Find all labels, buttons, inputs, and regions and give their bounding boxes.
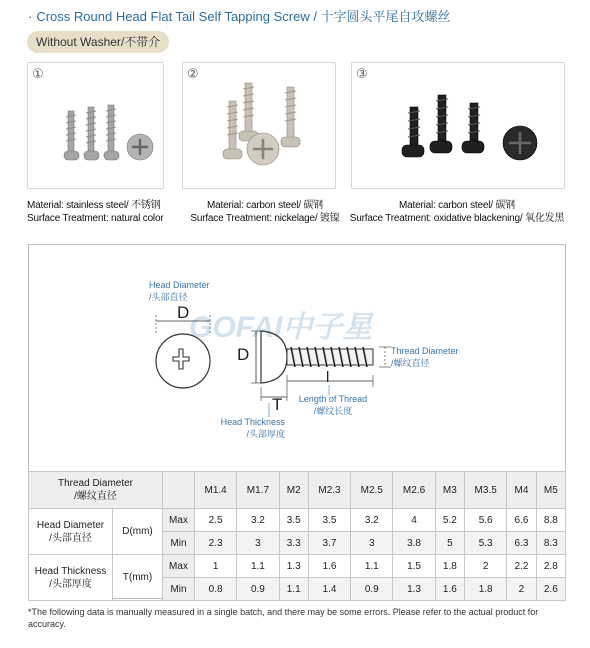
max-label: Max	[163, 509, 195, 532]
stainless-screws-image	[28, 63, 165, 190]
value-cell: 1.8	[465, 578, 507, 601]
head-diameter-en: Head Diameter	[149, 280, 210, 290]
length-cn: /螺纹长度	[313, 406, 353, 416]
blank-cell	[163, 472, 195, 509]
watermark: GOFAI中子星	[189, 311, 373, 344]
dimension-table	[28, 471, 566, 601]
variant-card-1	[27, 62, 164, 189]
value-cell: 4	[393, 509, 435, 532]
size-cell: M4	[507, 472, 536, 509]
thread-diameter-header	[29, 472, 163, 509]
max-label: Max	[163, 555, 195, 578]
value-cell: 3	[237, 532, 279, 555]
value-cell: 2	[465, 555, 507, 578]
ht-unit: T(mm)	[113, 555, 163, 601]
value-cell: 3.5	[308, 509, 350, 532]
material-text: Material: stainless steel/ 不锈钢	[27, 200, 161, 211]
treatment-text: Surface Treatment: oxidative blackening/ 氧化发黑	[349, 213, 565, 224]
value-cell: 2.2	[507, 555, 536, 578]
value-cell: 2	[507, 578, 536, 601]
variant-card-2	[182, 62, 336, 189]
dim-d-top: D	[177, 303, 190, 322]
page-title	[28, 6, 451, 25]
variant-card-3	[351, 62, 565, 189]
value-cell: 2.6	[536, 578, 565, 601]
head-diameter-header	[29, 509, 113, 555]
head-thickness-cn: /头部厚度	[49, 578, 92, 590]
value-cell: 0.9	[351, 578, 393, 601]
black-screws-image	[352, 63, 566, 190]
value-cell: 2.5	[195, 509, 237, 532]
head-thickness-en: Head Thickness	[34, 565, 107, 577]
head-thickness-label	[215, 416, 285, 440]
variant-number: ①	[32, 66, 44, 81]
head-diameter-en: Head Diameter	[36, 519, 105, 531]
size-cell: M3.5	[465, 472, 507, 509]
value-cell: 1.1	[351, 555, 393, 578]
length-label	[297, 393, 369, 417]
nickel-screws-image	[183, 63, 337, 190]
size-cell: M2	[279, 472, 308, 509]
dim-l: l	[326, 369, 330, 386]
value-cell: 0.9	[237, 578, 279, 601]
value-cell: 3.8	[393, 532, 435, 555]
dim-d-side: D	[237, 345, 250, 364]
thread-label-cn: /螺纹直径	[74, 491, 117, 502]
head-thickness-cn: /头部厚度	[246, 429, 285, 439]
variant-number: ③	[356, 66, 368, 81]
dim-t: T	[272, 395, 283, 414]
value-cell: 3	[351, 532, 393, 555]
value-cell: 2.8	[536, 555, 565, 578]
material-text: Material: carbon steel/ 碳钢	[399, 200, 515, 211]
value-cell: 1.1	[279, 578, 308, 601]
value-cell: 1.8	[435, 555, 464, 578]
material-text: Material: carbon steel/ 碳钢	[207, 200, 323, 211]
value-cell: 5.6	[465, 509, 507, 532]
value-cell: 1.3	[279, 555, 308, 578]
treatment-text: Surface Treatment: nickelage/ 镀镍	[190, 213, 340, 224]
variant-caption-2	[185, 199, 345, 225]
title-bullet: ·	[28, 9, 33, 24]
footnote: *The following data is manually measured in a single batch, and there may be some errors. Please refer to the actual product for accuracy.	[28, 607, 539, 629]
variant-tag: Without Washer/不带介	[27, 31, 169, 53]
title-text: Cross Round Head Flat Tail Self Tapping Screw / 十字圆头平尾自攻螺丝	[36, 9, 451, 24]
value-cell: 6.3	[507, 532, 536, 555]
hd-unit: D(mm)	[113, 509, 163, 555]
value-cell: 1.6	[435, 578, 464, 601]
value-cell: 8.8	[536, 509, 565, 532]
size-cell: M5	[536, 472, 565, 509]
size-cell: M1.4	[195, 472, 237, 509]
head-thickness-header	[29, 555, 113, 601]
value-cell: 1.4	[308, 578, 350, 601]
value-cell: 3.2	[237, 509, 279, 532]
value-cell: 1.6	[308, 555, 350, 578]
screw-technical-drawing	[29, 245, 567, 472]
thread-label-en: Thread Diameter	[57, 478, 134, 489]
size-cell: M2.6	[393, 472, 435, 509]
value-cell: 3.2	[351, 509, 393, 532]
table-row	[29, 555, 566, 578]
head-diameter-cn: /头部直径	[49, 532, 92, 544]
table-header-row	[29, 472, 566, 509]
value-cell: 5	[435, 532, 464, 555]
size-cell: M2.5	[351, 472, 393, 509]
value-cell: 1.1	[237, 555, 279, 578]
value-cell: 1.3	[393, 578, 435, 601]
size-cell: M1.7	[237, 472, 279, 509]
thread-diameter-cn: /螺纹直径	[391, 358, 430, 368]
thread-diameter-label	[391, 345, 459, 369]
value-cell: 3.3	[279, 532, 308, 555]
value-cell: 2.3	[195, 532, 237, 555]
value-cell: 3.7	[308, 532, 350, 555]
variant-number: ②	[187, 66, 199, 81]
value-cell: 1.5	[393, 555, 435, 578]
product-variants	[0, 62, 590, 232]
value-cell: 8.3	[536, 532, 565, 555]
variant-caption-3	[346, 199, 568, 225]
table-row	[29, 509, 566, 532]
min-label: Min	[163, 532, 195, 555]
size-cell: M2.3	[308, 472, 350, 509]
value-cell: 1	[195, 555, 237, 578]
head-diameter-cn: /头部直径	[149, 292, 188, 302]
value-cell: 3.5	[279, 509, 308, 532]
value-cell: 6.6	[507, 509, 536, 532]
treatment-text: Surface Treatment: natural color	[27, 213, 164, 224]
head-thickness-en: Head Thickness	[220, 417, 285, 427]
size-cell: M3	[435, 472, 464, 509]
thread-diameter-en: Thread Diameter	[391, 346, 459, 356]
min-label: Min	[163, 578, 195, 601]
value-cell: 0.8	[195, 578, 237, 601]
value-cell: 5.3	[465, 532, 507, 555]
value-cell: 5.2	[435, 509, 464, 532]
variant-caption-1	[27, 199, 177, 225]
head-diameter-label	[149, 279, 210, 303]
length-en: Length of Thread	[298, 394, 368, 404]
